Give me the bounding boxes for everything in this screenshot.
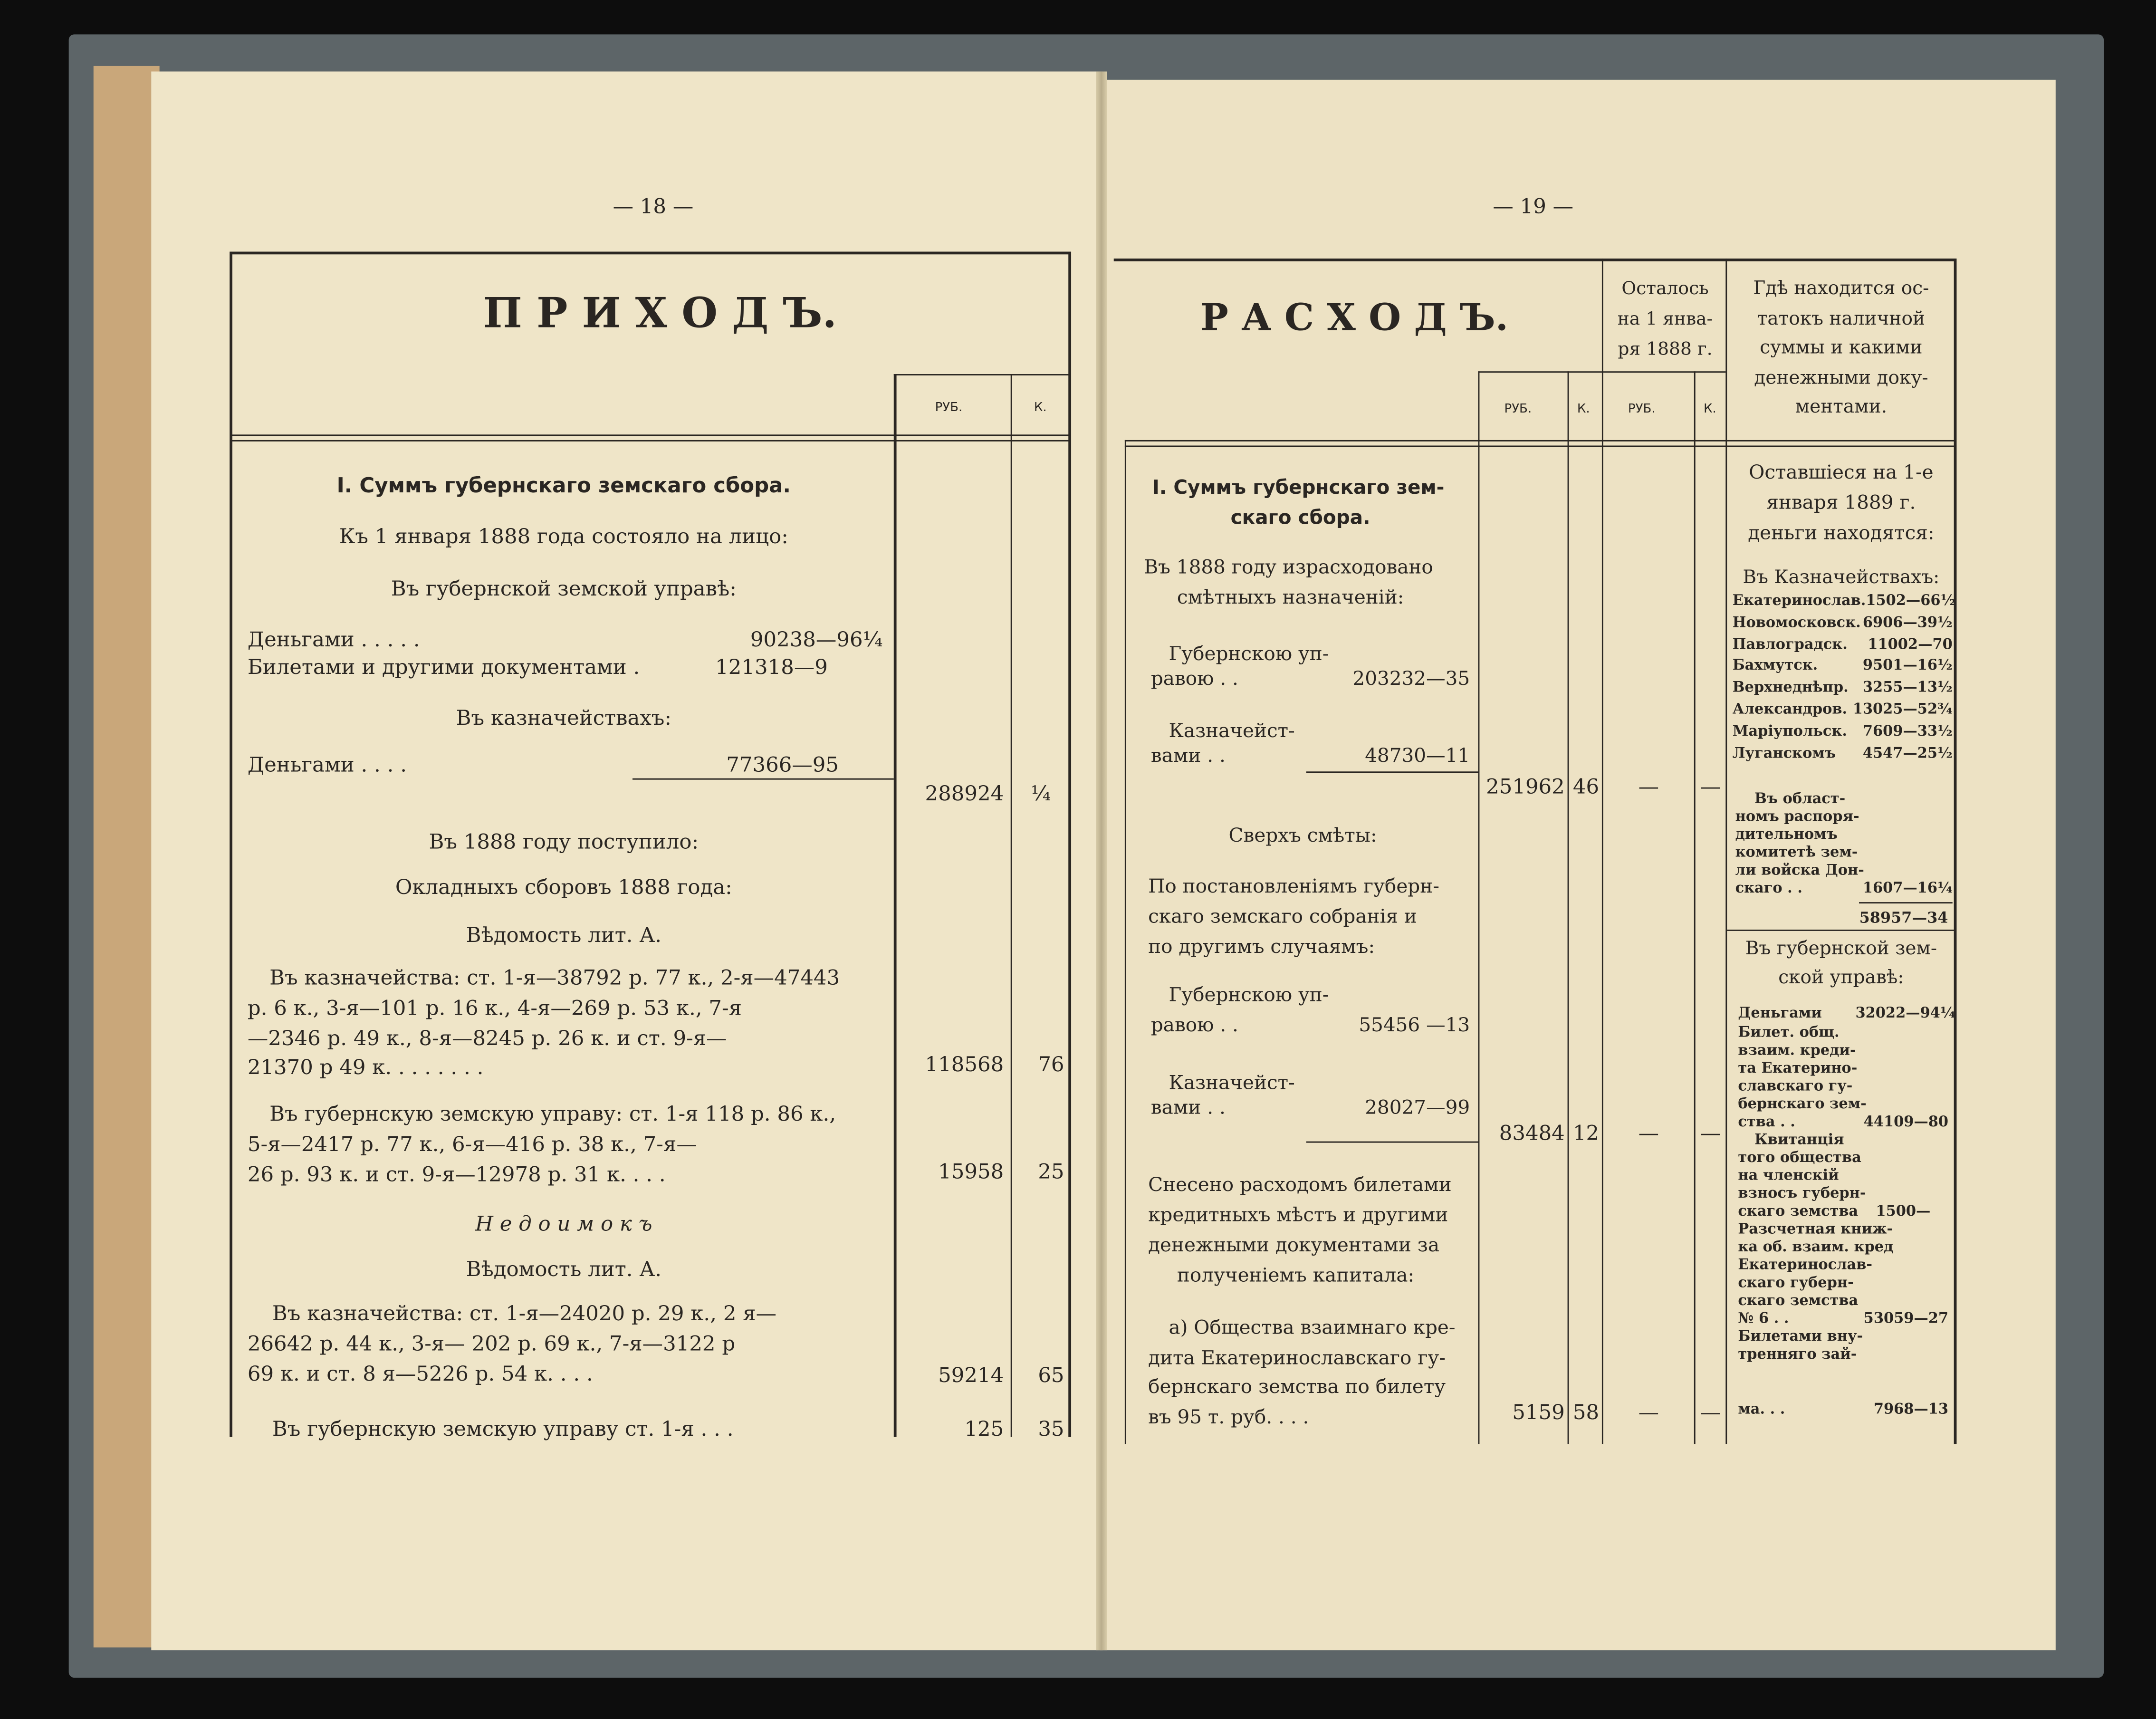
amount-kop: 35 <box>1038 1416 1064 1441</box>
text-line: Въ губернскую земскую управу ст. 1-я . . . <box>272 1416 734 1441</box>
text-block <box>1738 1025 1866 1114</box>
treasury-name: Александров. <box>1732 701 1848 718</box>
treasury-name: Бахмутск. <box>1732 658 1818 674</box>
page-title: П Р И Х О Д Ъ. <box>483 290 837 338</box>
text-line: р. 6 к., 3-я—101 р. 16 к., 4-я—269 р. 53 к., 7-я <box>247 995 742 1020</box>
entry-label: вами . . <box>1150 745 1226 768</box>
section-heading: скаго сбора. <box>1230 507 1370 529</box>
text-line: деньги находятся: <box>1748 522 1935 545</box>
entry-value: 7968—13 <box>1873 1401 1949 1418</box>
column-rule <box>1725 259 1727 1444</box>
entry-label: Деньгами . . . . <box>247 752 407 777</box>
treasury-amount: 13025—52¾ <box>1852 701 1953 718</box>
header-rule <box>894 374 1070 375</box>
treasury-amount: 11002—70 <box>1868 636 1953 653</box>
column-header-rub: РУБ. <box>1504 403 1532 417</box>
entry-row <box>1738 1203 1930 1221</box>
entry-label: Деньгами <box>1738 1005 1822 1022</box>
text-line: Квитанцiя <box>1754 1132 1844 1149</box>
header-where <box>1727 275 1955 423</box>
header-rule <box>231 434 1070 436</box>
amount-rub: 118568 <box>925 1052 1004 1077</box>
header-rule <box>1125 440 1955 442</box>
text-line: Въ губернской земской управѣ: <box>391 576 737 601</box>
column-header-kop-remaining: К. <box>1704 403 1716 417</box>
text-line: ли войска Дон- <box>1735 862 1864 879</box>
remaining-kop: — <box>1700 1400 1721 1425</box>
treasury-amount: 6906—39½ <box>1862 614 1953 631</box>
text-line: января 1889 г. <box>1766 492 1916 515</box>
text-line: бернскаго земства по билету <box>1148 1376 1446 1399</box>
text-line: 5-я—2417 р. 77 к., 6-я—416 р. 38 к., 7-я— <box>247 1132 697 1157</box>
text-line: Оставшiеся на 1-е <box>1749 462 1934 484</box>
text-line: Снесено расходомъ билетами <box>1148 1174 1452 1197</box>
treasury-name: Екатеринослав. <box>1732 593 1866 609</box>
column-rule <box>1602 259 1603 1444</box>
subheading <box>1727 935 1955 993</box>
subheading: Н е д о и м о к ъ <box>475 1211 652 1237</box>
header-remaining <box>1603 275 1727 366</box>
text-line: 21370 р 49 к. . . . . . . . <box>247 1055 484 1080</box>
entry-row <box>248 627 883 652</box>
text-line: Въ казначействахъ: <box>456 705 672 730</box>
entry-value: 55456 —13 <box>1359 1015 1470 1037</box>
treasury-amount: 4547—25½ <box>1862 745 1953 761</box>
column-rule <box>1478 371 1480 1444</box>
treasury-row <box>1733 635 1953 657</box>
text-line: а) Общества взаимнаго кре- <box>1169 1317 1456 1340</box>
text-line: кредитныхъ мѣстъ и другими <box>1148 1204 1448 1227</box>
remaining-kop: — <box>1700 774 1721 799</box>
treasury-total: 58957—34 <box>1859 909 1948 927</box>
sum-rule <box>1306 1142 1478 1143</box>
amount-kop: 58 <box>1572 1400 1600 1425</box>
text-line: Казначейст- <box>1169 720 1295 743</box>
treasury-amount: 7609—33½ <box>1862 723 1953 740</box>
section-heading: I. Суммъ губернскаго зем- <box>1152 477 1445 499</box>
text-line: Въ област- <box>1754 790 1846 807</box>
entry-value: 28027—99 <box>1365 1097 1470 1120</box>
text-line: по другимъ случаямъ: <box>1148 936 1375 959</box>
table-left-rule <box>230 252 231 1437</box>
entry-row <box>1151 1096 1470 1121</box>
text-line: въ 95 т. руб. . . . <box>1148 1407 1309 1429</box>
treasury-amount: 3255—13½ <box>1862 679 1953 696</box>
treasury-list <box>1732 591 1956 765</box>
table-right-rule <box>1954 259 1957 1444</box>
entry-value: 44109—80 <box>1863 1114 1949 1131</box>
entry-row <box>1738 1114 1948 1132</box>
remaining-kop: — <box>1700 1121 1721 1146</box>
page-title: Р А С Х О Д Ъ. <box>1200 297 1508 340</box>
text-line: скаго земскаго собранiя и <box>1148 906 1417 929</box>
table-top-rule <box>231 252 1070 255</box>
treasury-row <box>1733 700 1953 722</box>
entry-label: ства . . <box>1738 1114 1795 1131</box>
treasury-row <box>1732 591 1956 613</box>
page-number: — 19 — <box>1493 193 1574 219</box>
treasury-row <box>1733 721 1953 743</box>
text-line: на членскiй <box>1738 1167 1839 1184</box>
subheading: Въ Казначействахъ: <box>1743 567 1940 589</box>
text-line: Билет. общ. <box>1738 1024 1840 1041</box>
entry-value: 90238—96¼ <box>750 627 883 652</box>
treasury-name: Верхнеднѣпр. <box>1732 679 1849 696</box>
amount-kop: 76 <box>1038 1052 1064 1077</box>
column-header-rub: РУБ. <box>935 401 963 415</box>
entry-value: 121318—9 <box>715 654 828 680</box>
text-line: Екатеринослав- <box>1738 1257 1872 1274</box>
column-rule <box>894 374 896 1437</box>
where-intro <box>1727 458 1955 549</box>
entry-label: скаго . . <box>1735 880 1802 897</box>
header-line: Гдѣ находится ос- <box>1753 278 1929 300</box>
remaining-rub: — <box>1638 774 1659 799</box>
amount-kop: 12 <box>1572 1121 1600 1146</box>
text-line: смѣтныхъ назначенiй: <box>1177 587 1404 609</box>
text-block <box>1738 1328 1863 1364</box>
section-heading: I. Суммъ губернскаго земскаго сбора. <box>336 473 791 498</box>
header-line: на 1 янва- <box>1617 309 1713 330</box>
treasury-name: Павлоградск. <box>1732 636 1848 653</box>
text-line: ской управѣ: <box>1778 967 1904 989</box>
entry-value: 48730—11 <box>1365 745 1470 768</box>
committee-text <box>1735 791 1873 880</box>
entry-row <box>1738 1311 1948 1329</box>
entry-row <box>248 654 828 679</box>
remaining-rub: — <box>1638 1400 1659 1425</box>
text-line: та Екатерино- <box>1738 1060 1858 1077</box>
gutter <box>1096 71 1107 1650</box>
page-number: — 18 — <box>613 193 694 219</box>
entry-value: 1500— <box>1876 1203 1931 1220</box>
text-line: По постановленiямъ губерн- <box>1148 876 1439 898</box>
header-line: ря 1888 г. <box>1618 339 1713 361</box>
text-line: тренняго зай- <box>1738 1346 1857 1363</box>
table-right-rule <box>1068 252 1070 1437</box>
text-line: Губернскою уп- <box>1169 984 1329 1007</box>
column-rule <box>1568 371 1569 1444</box>
treasury-row <box>1733 678 1953 700</box>
remaining-rub: — <box>1638 1121 1659 1146</box>
amount-rub: 15958 <box>938 1159 1004 1184</box>
text-line: Въ губернскую земскую управу: ст. 1-я 118 р. 86 к., <box>269 1101 836 1126</box>
entry-value: 32022—94¼ <box>1855 1005 1955 1022</box>
amount-kop: 46 <box>1572 774 1600 799</box>
entry-label: вами . . <box>1150 1097 1226 1120</box>
amount-rub: 59214 <box>938 1363 1004 1388</box>
text-line: 26 р. 93 к. и ст. 9-я—12978 р. 31 к. . . . <box>247 1162 666 1187</box>
treasury-name: Луганскомъ <box>1732 745 1836 761</box>
entry-label: ма. . . <box>1738 1401 1785 1418</box>
entry-row <box>248 752 839 777</box>
entry-value: 203232—35 <box>1352 668 1470 691</box>
text-line: взаим. креди- <box>1738 1042 1856 1059</box>
entry-label: равою . . <box>1150 1015 1238 1037</box>
text-line: взносъ губерн- <box>1738 1185 1866 1202</box>
text-line: Въ 1888 году поступило: <box>429 829 699 854</box>
text-line: 69 к. и ст. 8 я—5226 р. 54 к. . . . <box>247 1361 593 1386</box>
entry-label: равою . . <box>1150 668 1238 691</box>
text-line: Окладныхъ сборовъ 1888 года: <box>395 874 732 900</box>
table-left-rule <box>1125 440 1126 1444</box>
text-line: дита Екатеринославскаго гу- <box>1148 1347 1446 1370</box>
text-line: ка об. взаим. кред <box>1738 1239 1894 1256</box>
text-line: комитетѣ зем- <box>1735 844 1858 861</box>
text-line: Въ казначейства: ст. 1-я—38792 р. 77 к., 2-я—47443 <box>269 965 840 990</box>
amount-kop: 65 <box>1038 1363 1064 1388</box>
text-block <box>1738 1132 1866 1203</box>
header-line: денежными доку- <box>1754 366 1928 389</box>
header-rule <box>231 440 1070 442</box>
treasury-amount: 9501—16½ <box>1862 658 1953 674</box>
text-line: Въ казначейства: ст. 1-я—24020 р. 29 к., 2 я— <box>272 1301 777 1326</box>
text-line: номъ распоря- <box>1735 808 1859 826</box>
entry-label: скаго земства <box>1738 1203 1859 1220</box>
treasury-row <box>1733 613 1953 635</box>
text-line: славскаго гу- <box>1738 1078 1853 1095</box>
text-line: Къ 1 января 1888 года состояло на лицо: <box>339 524 788 549</box>
text-line: Губернскою уп- <box>1169 643 1329 666</box>
amount-rub: 5159 <box>1512 1400 1565 1425</box>
text-line: Въ 1888 году израсходовано <box>1144 557 1433 579</box>
divider <box>1727 930 1955 931</box>
amount-rub: 251962 <box>1486 774 1565 799</box>
text-line: Билетами вну- <box>1738 1328 1863 1345</box>
amount-rub: 288924 <box>925 781 1004 806</box>
sum-rule <box>1306 771 1478 773</box>
header-line: татокъ наличной <box>1757 307 1926 329</box>
text-line: того общества <box>1738 1149 1861 1166</box>
text-line: Вѣдомость лит. А. <box>466 1257 661 1282</box>
text-line: бернскаго зем- <box>1738 1096 1867 1113</box>
entry-value: 53059—27 <box>1863 1310 1949 1327</box>
treasury-row <box>1733 656 1953 678</box>
treasury-name: Новомосковск. <box>1732 614 1861 631</box>
text-line: Разсчетная книж- <box>1738 1221 1893 1238</box>
text-line: Сверхъ смѣты: <box>1228 825 1377 847</box>
entry-row <box>1151 1014 1470 1038</box>
treasury-amount: 1502—66½ <box>1866 593 1956 609</box>
text-line: полученiемъ капитала: <box>1177 1265 1415 1287</box>
column-rule <box>1011 374 1012 1437</box>
treasury-name: Марiупольск. <box>1732 723 1847 740</box>
entry-row <box>1151 744 1470 768</box>
column-rule <box>1694 371 1696 1444</box>
text-line: Вѣдомость лит. А. <box>466 922 661 948</box>
page-edge <box>94 66 160 1648</box>
column-header-rub-remaining: РУБ. <box>1628 403 1656 417</box>
column-header-kop: К. <box>1034 401 1047 415</box>
text-line: 26642 р. 44 к., 3-я— 202 р. 69 к., 7-я—3122 р <box>247 1331 736 1356</box>
entry-label: № 6 . . <box>1738 1310 1789 1327</box>
amount-kop: 25 <box>1038 1159 1064 1184</box>
text-line: скаго губерн- <box>1738 1275 1854 1291</box>
sum-rule <box>632 778 894 780</box>
treasury-row <box>1733 743 1953 765</box>
entry-row <box>1738 1005 1955 1023</box>
entry-value: 1607—16¼ <box>1862 880 1953 897</box>
amount-kop: ¼ <box>1031 781 1051 806</box>
amount-rub: 83484 <box>1499 1121 1565 1146</box>
header-rule <box>1125 445 1955 447</box>
amount-rub: 125 <box>964 1416 1004 1441</box>
text-line: денежными документами за <box>1148 1235 1440 1257</box>
header-line: ментами. <box>1795 396 1888 418</box>
text-line: —2346 р. 49 к., 8-я—8245 р. 26 к. и ст. 9-я— <box>247 1026 727 1051</box>
header-line: суммы и какими <box>1760 336 1923 359</box>
text-block <box>1738 1221 1893 1310</box>
entry-row <box>1738 1401 1948 1419</box>
table-top-rule <box>1114 259 1955 261</box>
column-header-kop: К. <box>1577 403 1590 417</box>
entry-row <box>1151 667 1470 691</box>
text-line: Казначейст- <box>1169 1072 1295 1095</box>
entry-label: Билетами и другими документами . <box>247 654 640 680</box>
entry-label: Деньгами . . . . . <box>247 627 420 652</box>
text-line: скаго земства <box>1738 1292 1859 1309</box>
entry-value: 77366—95 <box>726 752 839 777</box>
header-rule <box>1478 371 1726 373</box>
text-line: Въ губернской зем- <box>1745 938 1937 960</box>
text-line: дительномъ <box>1735 826 1838 843</box>
header-line: Осталось <box>1621 279 1709 300</box>
